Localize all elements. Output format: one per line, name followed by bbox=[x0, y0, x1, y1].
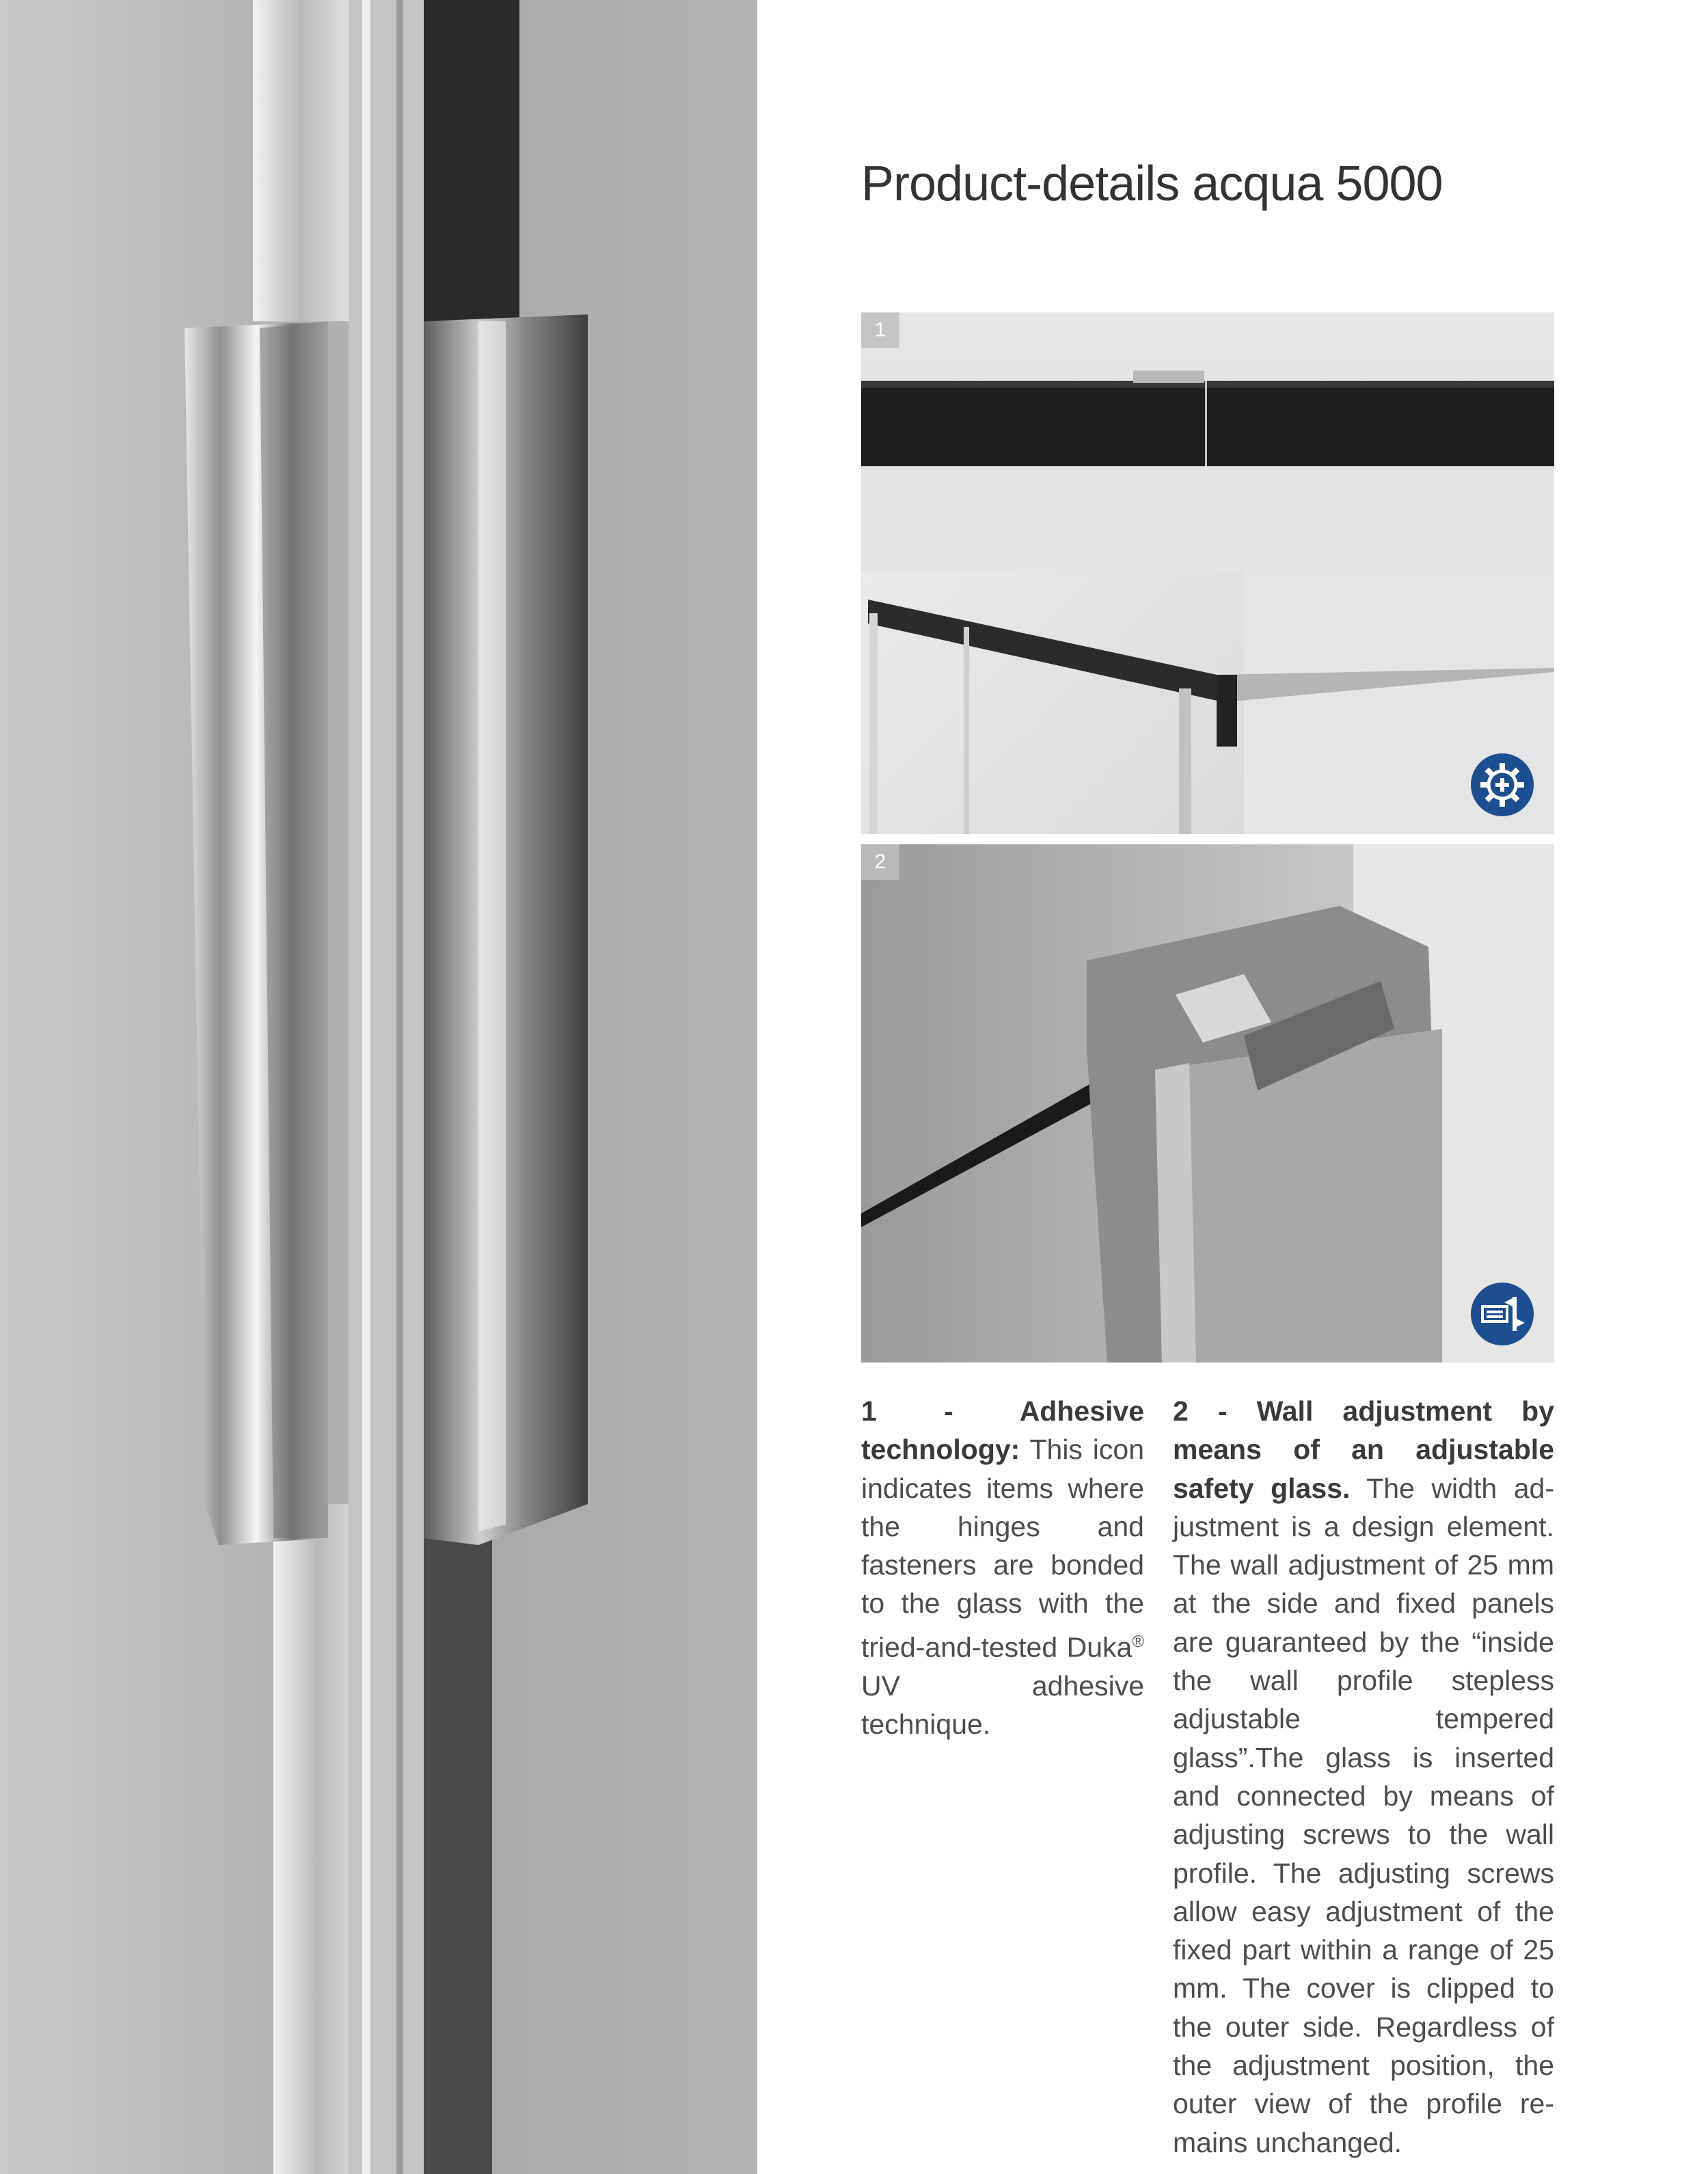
photo-number-badge-2: 2 bbox=[861, 844, 899, 880]
photo-number-badge-1: 1 bbox=[861, 312, 899, 348]
feature-wall-adjustment-heading: 2 - Wall adjustment by means of an adjustable safety glass. bbox=[1173, 1395, 1554, 1504]
rail-closeup-illustration bbox=[861, 312, 1554, 572]
wall-adjustment-icon bbox=[1471, 1283, 1534, 1345]
registered-trademark: ® bbox=[1132, 1632, 1144, 1651]
feature-adhesive-body-1: This icon indicates items where the hinges and fasteners are bonded to the glass with the tried-and-tested Duka bbox=[861, 1434, 1145, 1663]
feature-wall-adjustment-text bbox=[1173, 1392, 1554, 2162]
hero-handle-photo bbox=[0, 0, 757, 2174]
handle-illustration bbox=[0, 0, 757, 2174]
page-title: Product-details acqua 5000 bbox=[861, 157, 1443, 212]
feature-wall-adjustment-body: The width adjustment is a design element. The wall adjustment of 25 mm at the side and fixed panels are guaranteed by the “inside the wall profile stepless adjustable tempered glass”.The glass is inserted and connected by means of adjusting screws to the wall profile. The adjusting screws allow easy adjustment of the fixed part within a range of 25 mm. The cover is clipped to the outer side. Regardless of the adjustment position, the outer view of the profile remains unchanged. bbox=[1173, 1472, 1554, 2158]
feature-adhesive-heading: 1 - Adhesive technology: bbox=[861, 1395, 1144, 1466]
photo-wall-profile bbox=[861, 844, 1554, 1363]
feature-adhesive-text bbox=[861, 1392, 1144, 1743]
wall-profile-illustration bbox=[861, 844, 1554, 1363]
feature-adhesive-body-2: UV adhesive technique. bbox=[861, 1669, 1144, 1741]
enclosure-illustration bbox=[861, 572, 1554, 834]
photo-rail-closeup bbox=[861, 312, 1554, 572]
adhesive-technology-icon bbox=[1471, 753, 1534, 816]
photo-enclosure-rail bbox=[861, 572, 1554, 834]
